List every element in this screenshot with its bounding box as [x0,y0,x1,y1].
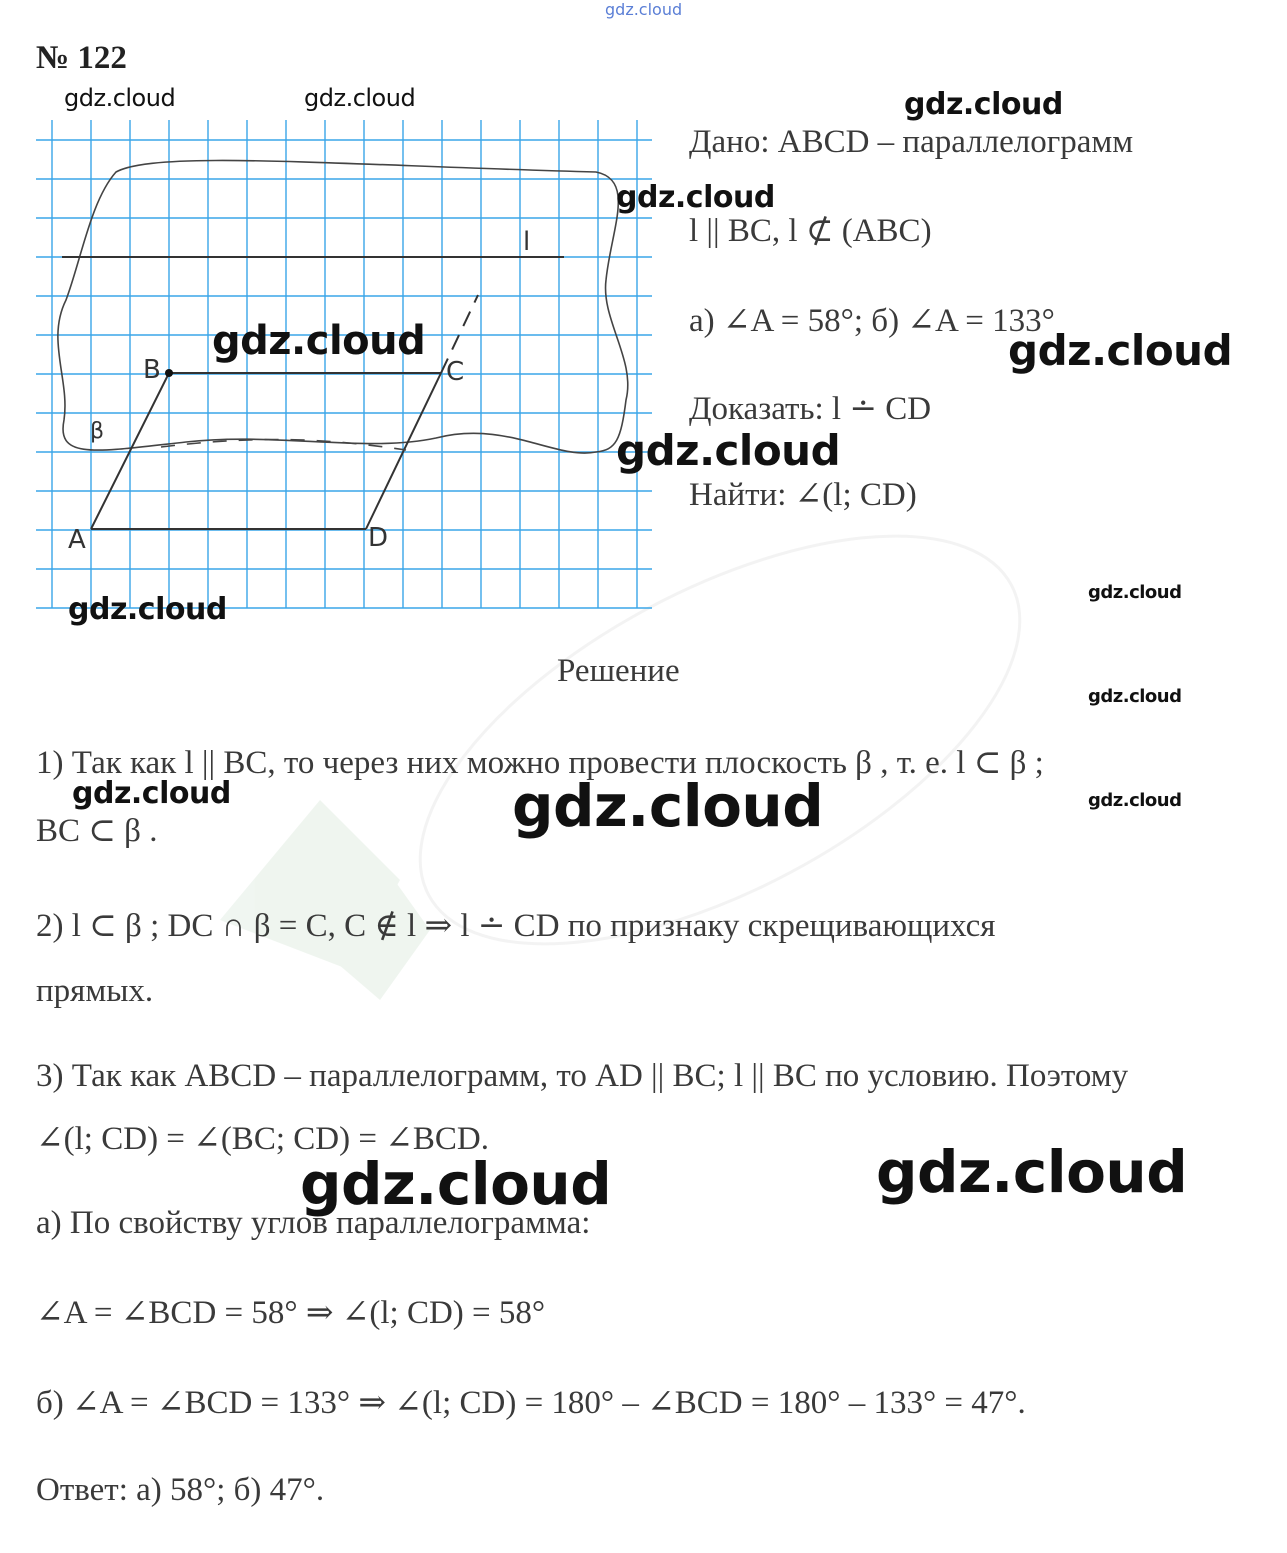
solution-step-1a: 1) Так как l || BC, то через них можно провести плоскость β , т. е. l ⊂ β ; [36,745,1044,781]
watermark: gdz.cloud [300,1150,612,1218]
watermark: gdz.cloud [1008,326,1233,375]
watermark: gdz.cloud [304,84,416,112]
part-a-calc: ∠A = ∠BCD = 58° ⇒ ∠(l; CD) = 58° [36,1295,546,1331]
prove-line: Доказать: l ∸ CD [689,391,932,427]
solution-step-1b: BC ⊂ β . [36,813,158,849]
label-point-a: A [68,525,86,555]
label-plane-beta: β [90,419,105,444]
part-a-intro: а) По свойству углов параллелограмма: [36,1205,591,1241]
given-line-1: Дано: ABCD – параллелограмм [689,124,1134,160]
watermark: gdz.cloud [1088,790,1182,811]
watermark: gdz.cloud [512,772,824,840]
part-b-calc: б) ∠A = ∠BCD = 133° ⇒ ∠(l; CD) = 180° – ∠BCD = 180° – 133° = 47°. [36,1385,1026,1421]
point-b-dot [165,369,173,377]
watermark: gdz.cloud [72,776,231,811]
solution-step-3a: 3) Так как ABCD – параллелограмм, то AD || BC; l || BC по условию. Поэтому [36,1058,1129,1094]
watermark: gdz.cloud [68,592,227,627]
top-watermark: gdz.cloud [605,0,683,19]
grid [36,120,652,608]
find-line: Найти: ∠(l; CD) [689,477,917,513]
solution-step-3b: ∠(l; CD) = ∠(BC; CD) = ∠BCD. [36,1121,489,1157]
watermark: gdz.cloud [904,87,1063,122]
watermark: gdz.cloud [1088,686,1182,707]
label-line-l: l [523,227,531,257]
problem-number: № 122 [36,40,127,76]
watermark: gdz.cloud [876,1138,1188,1206]
solution-heading: Решение [557,653,680,689]
label-point-c: C [446,357,465,387]
plane-beta-outline [58,160,628,453]
watermark: gdz.cloud [212,318,426,364]
solution-step-2b: прямых. [36,973,154,1009]
watermark: gdz.cloud [616,180,775,215]
label-point-b: B [143,355,161,385]
answer-line: Ответ: а) 58°; б) 47°. [36,1472,325,1508]
geometry-figure [36,120,656,610]
given-line-3: а) ∠A = 58°; б) ∠A = 133° [689,303,1055,339]
solution-step-2a: 2) l ⊂ β ; DC ∩ β = C, C ∉ l ⇒ l ∸ CD по признаку скрещивающихся [36,908,996,944]
given-line-2: l || BC, l ⊄ (ABC) [689,213,932,249]
watermark: gdz.cloud [64,84,176,112]
watermark: gdz.cloud [616,426,841,475]
label-point-d: D [368,523,389,553]
watermark: gdz.cloud [1088,582,1182,603]
